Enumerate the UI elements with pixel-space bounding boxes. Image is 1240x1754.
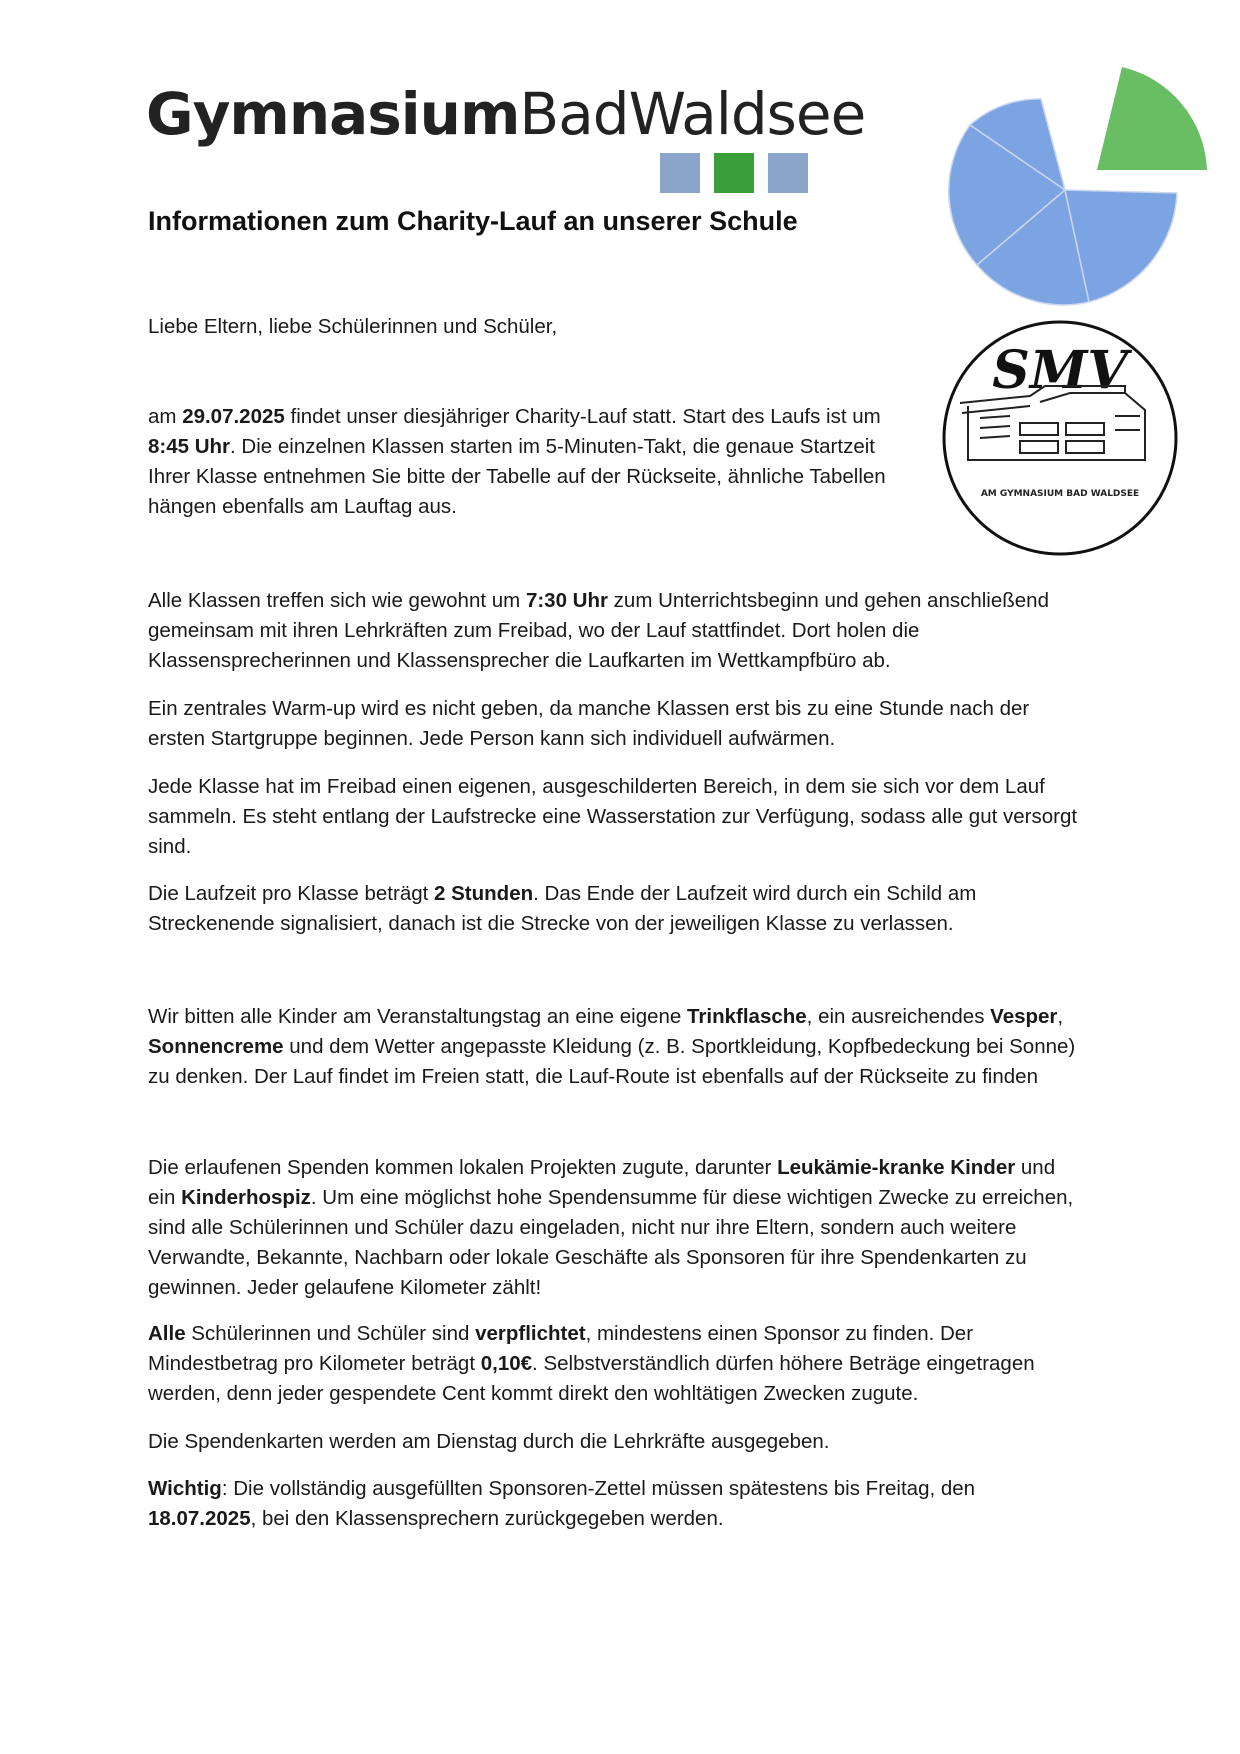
project-children: Leukämie-kranke Kinder — [777, 1156, 1016, 1179]
paragraph-meeting — [148, 586, 1083, 676]
run-date: 29.07.2025 — [182, 405, 285, 428]
school-logo-text — [146, 82, 865, 146]
text: . Um eine möglichst hohe Spendensumme für diese wichtigen Zwecke zu erreichen, sind alle Schülerinnen und Schüler dazu eingeladen, nicht nur ihre Eltern, sondern auch weitere Verwandte, Bekannte, Nachbarn oder lokale Geschäfte als Sponsoren für ihre Spendenkarten zu gewinnen. Jeder gelaufene Kilometer zählt! — [148, 1186, 1074, 1299]
paragraph-equipment — [148, 1002, 1083, 1092]
text: , mindestens einen Sponsor zu finden. Der Mindestbetrag pro Kilometer beträgt — [148, 1322, 974, 1375]
text: am — [148, 405, 183, 428]
paragraph-deadline — [148, 1474, 1083, 1534]
text: , ein ausreichendes — [806, 1005, 991, 1028]
paragraph-sponsor — [148, 1319, 1083, 1409]
pie-chart-logo — [945, 65, 1215, 315]
item-bottle: Trinkflasche — [687, 1005, 807, 1028]
smv-title: SMV — [992, 340, 1128, 401]
text: . Die einzelnen Klassen starten im 5-Minuten-Takt, die genaue Startzeit Ihrer Klasse entnehmen Sie bitte der Tabelle auf der Rückseite, ähnliche Tabellen hängen ebenfalls am Lauftag aus. — [148, 435, 886, 518]
text: , bei den Klassensprechern zurückgegeben werden. — [250, 1507, 724, 1530]
logo-part-badwaldsee: BadWaldsee — [519, 80, 866, 148]
text: Wir bitten alle Kinder am Veranstaltungstag an eine eigene — [148, 1005, 688, 1028]
smv-logo — [940, 318, 1180, 558]
item-sunscreen: Sonnencreme — [148, 1035, 284, 1058]
bold-required: verpflichtet — [475, 1322, 586, 1345]
text: Schülerinnen und Schüler sind — [185, 1322, 476, 1345]
text: findet unser diesjähriger Charity-Lauf statt. Start des Laufs ist um — [284, 405, 881, 428]
logo-square-1 — [660, 153, 700, 193]
text: und dem Wetter angepasste Kleidung (z. B. Sportkleidung, Kopfbedeckung bei Sonne) zu denken. Der Lauf findet im Freien statt, die Lauf-Route ist ebenfalls auf der Rückseite zu finden — [148, 1035, 1076, 1088]
start-time: 8:45 Uhr — [148, 435, 231, 458]
logo-square-3 — [768, 153, 808, 193]
text: , — [1057, 1005, 1064, 1028]
paragraph-cards: Die Spendenkarten werden am Dienstag durch die Lehrkräfte ausgegeben. — [148, 1430, 830, 1453]
text: . Das Ende der Laufzeit wird durch ein Schild am Streckenende signalisiert, danach ist die Strecke von der jeweiligen Klasse zu verlassen. — [148, 882, 977, 935]
bold-all: Alle — [148, 1322, 186, 1345]
page-title: Informationen zum Charity-Lauf an unserer Schule — [148, 206, 798, 236]
item-vesper: Vesper — [990, 1005, 1058, 1028]
min-amount: 0,10€ — [480, 1352, 533, 1375]
paragraph-warmup: Ein zentrales Warm-up wird es nicht geben, da manche Klassen erst bis zu eine Stunde nach der ersten Startgruppe beginnen. Jede Person kann sich individuell aufwärmen. — [148, 697, 1030, 750]
paragraph-donations — [148, 1153, 1083, 1303]
deadline-date: 18.07.2025 — [148, 1507, 251, 1530]
text: . Selbstverständlich dürfen höhere Beträge eingetragen werden, denn jeder gespendete Cent kommt direkt den wohltätigen Zwecken zugute. — [148, 1352, 1035, 1405]
text: Die erlaufenen Spenden kommen lokalen Projekten zugute, darunter — [148, 1156, 778, 1179]
greeting: Liebe Eltern, liebe Schülerinnen und Schüler, — [148, 315, 558, 338]
text: : Die vollständig ausgefüllten Sponsoren-Zettel müssen spätestens bis Freitag, den — [221, 1477, 976, 1500]
bold-important: Wichtig — [148, 1477, 222, 1500]
run-duration: 2 Stunden — [434, 882, 534, 905]
smv-caption: AM GYMNASIUM BAD WALDSEE — [980, 489, 1140, 499]
text: und ein — [148, 1156, 1056, 1209]
text: zum Unterrichtsbeginn und gehen anschließend gemeinsam mit ihren Lehrkräften zum Freibad, wo der Lauf stattfindet. Dort holen die Klassensprecherinnen und Klassensprecher die Laufkarten im Wettkampfbüro ab. — [148, 589, 1049, 672]
meeting-time: 7:30 Uhr — [525, 589, 608, 612]
paragraph-duration — [148, 879, 1083, 939]
text: Die Laufzeit pro Klasse beträgt — [148, 882, 435, 905]
logo-part-gymnasium: Gymnasium — [146, 80, 520, 148]
text: Alle Klassen treffen sich wie gewohnt um — [148, 589, 526, 612]
paragraph-start-info — [148, 402, 918, 522]
paragraph-area: Jede Klasse hat im Freibad einen eigenen, ausgeschilderten Bereich, in dem sie sich vor dem Lauf sammeln. Es steht entlang der Laufstrecke eine Wasserstation zur Verfügung, sodass alle gut versorgt sind. — [148, 775, 1078, 858]
project-hospice: Kinderhospiz — [181, 1186, 311, 1209]
logo-square-2 — [714, 153, 754, 193]
